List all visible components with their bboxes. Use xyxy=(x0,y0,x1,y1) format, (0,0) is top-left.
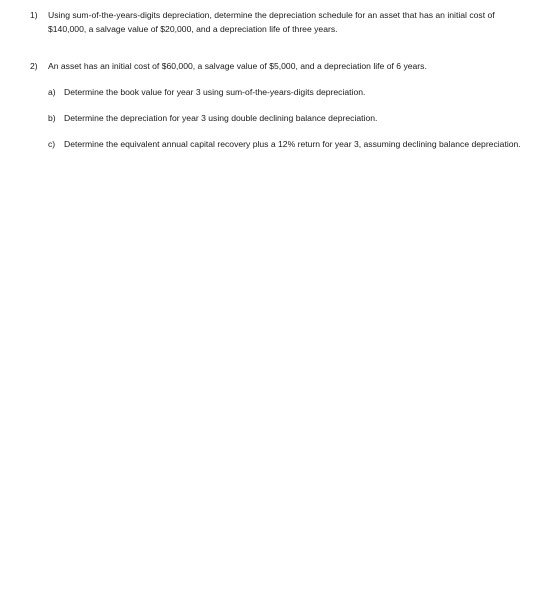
question-number: 1) xyxy=(30,10,38,20)
part-text: Determine the depreciation for year 3 using double declining balance depreciation. xyxy=(64,113,378,123)
part-text: Determine the equivalent annual capital recovery plus a 12% return for year 3, assuming declining balance depreciation. xyxy=(64,139,521,149)
question-1 xyxy=(30,9,530,36)
question-2-part-c xyxy=(48,138,533,152)
question-2 xyxy=(30,60,530,74)
question-text: Using sum-of-the-years-digits depreciation, determine the depreciation schedule for an asset that has an initial cost of $140,000, a salvage value of $20,000, and a depreciation life of three years. xyxy=(48,10,495,34)
part-label: a) xyxy=(48,87,56,97)
question-2-part-a xyxy=(48,86,533,100)
part-label: c) xyxy=(48,139,56,149)
question-text: An asset has an initial cost of $60,000, a salvage value of $5,000, and a depreciation life of 6 years. xyxy=(48,61,427,71)
question-number: 2) xyxy=(30,61,38,71)
part-text: Determine the book value for year 3 using sum-of-the-years-digits depreciation. xyxy=(64,87,366,97)
part-label: b) xyxy=(48,113,56,123)
question-2-part-b xyxy=(48,112,533,126)
